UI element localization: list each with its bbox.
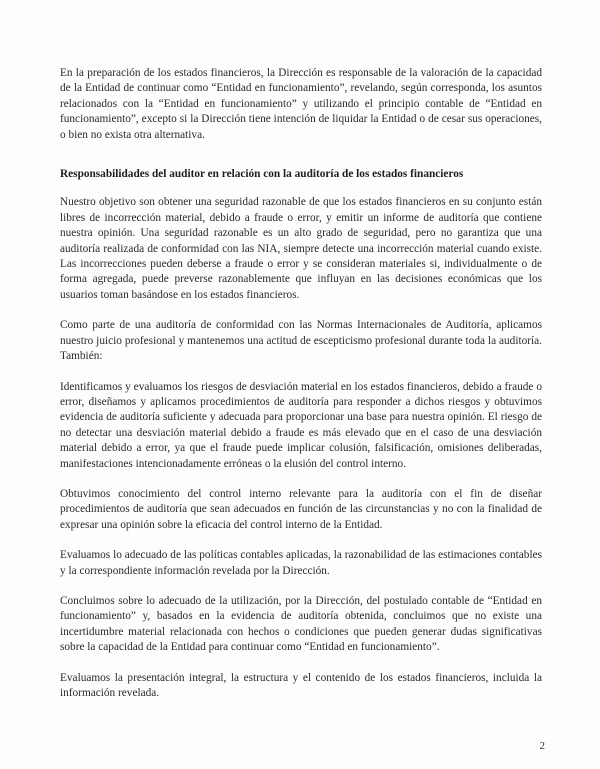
paragraph-risk-identification: Identificamos y evaluamos los riesgos de desviación material en los estados financieros, debido a fraude o error, diseñamos y aplicamos procedimientos de auditoría para responder a dichos riesgos y obtuvimos evidencia de auditoría suficiente y adecuada para proporcionar una base para nuestra opinión. El riesgo de no detectar una desviación material debido a fraude es más elevado que en el caso de una desviación material debido a error, ya que el fraude puede implicar colusión, falsificación, omisiones deliberadas, manifestaciones intencionadamente erróneas o la elusión del control interno. xyxy=(60,380,542,470)
paragraph-going-concern-responsibility: En la preparación de los estados financieros, la Dirección es responsable de la valoración de la capacidad de la Entidad de continuar como “Entidad en funcionamiento”, revelando, según corresponda, los asuntos relacionados con la “Entidad en funcionamiento” y utilizando el principio contable de “Entidad en funcionamiento”, excepto si la Dirección tiene intención de liquidar la Entidad o de cesar sus operaciones, o bien no exista otra alternativa. xyxy=(60,67,542,141)
paragraph-professional-judgment: Como parte de una auditoría de conformidad con las Normas Internacionales de Auditoría, aplicamos nuestro juicio profesional y mantenemos una actitud de escepticismo profesional durante toda la auditoría. También: xyxy=(60,319,542,363)
paragraph-audit-objective: Nuestro objetivo son obtener una seguridad razonable de que los estados financieros en su conjunto están libres de incorrección material, debido a fraude o error, y emitir un informe de auditoría que contiene nuestra opinión. Una seguridad razonable es un alto grado de seguridad, pero no garantiza que una auditoría realizada de conformidad con las NIA, siempre detecte una incorrección material cuando existe. Las incorrecciones pueden deberse a fraude o error y se consideran materiales si, individualmente o de forma agregada, puede preverse razonablemente que influyan en las decisiones económicas que los usuarios toman basándose en los estados financieros. xyxy=(60,196,542,301)
page-number: 2 xyxy=(539,740,545,752)
paragraph-internal-control: Obtuvimos conocimiento del control interno relevante para la auditoría con el fin de diseñar procedimientos de auditoría que sean adecuados en función de las circunstancias y no con la finalidad de expresar una opinión sobre la eficacia del control interno de la Entidad. xyxy=(60,487,542,531)
paragraph-going-concern-conclusion: Concluimos sobre lo adecuado de la utilización, por la Dirección, del postulado contable de “Entidad en funcionamiento” y, basados en la evidencia de auditoría obtenida, concluimos que no existe una incertidumbre material relacionada con hechos o condiciones que pueden generar dudas significativas sobre la capacidad de la Entidad para continuar como “Entidad en funcionamiento”. xyxy=(60,594,542,654)
paragraph-overall-presentation: Evaluamos la presentación integral, la estructura y el contenido de los estados financieros, incluida la información revelada. xyxy=(60,671,542,699)
page-body xyxy=(60,66,542,716)
section-heading-auditor-responsibilities: Responsabilidades del auditor en relación con la auditoría de los estados financieros xyxy=(60,168,464,181)
paragraph-accounting-policies: Evaluamos lo adecuado de las políticas contables aplicadas, la razonabilidad de las estimaciones contables y la correspondiente información revelada por la Dirección. xyxy=(60,549,542,577)
